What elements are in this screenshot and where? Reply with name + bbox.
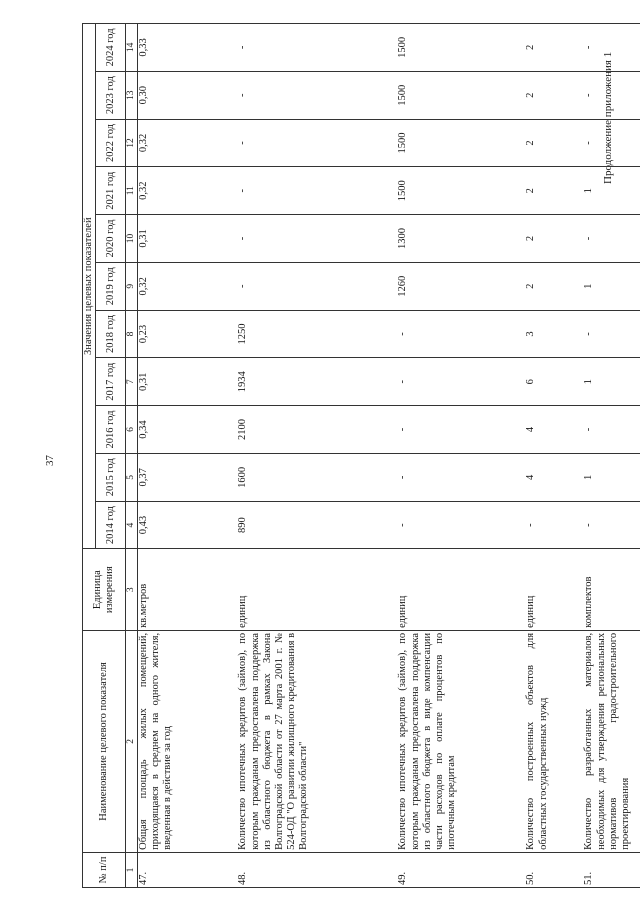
value-cell: 1260: [397, 262, 525, 310]
header-col-number: 5: [126, 453, 138, 501]
value-cell: 1: [583, 262, 640, 310]
header-col-number: 1: [126, 852, 138, 887]
value-cell: 0,32: [137, 167, 237, 215]
header-year: 2023 год: [96, 71, 126, 119]
page-number: 37: [44, 455, 56, 466]
header-year: 2017 год: [96, 358, 126, 406]
value-cell: -: [237, 71, 397, 119]
header-col-number: 4: [126, 501, 138, 549]
value-cell: -: [237, 119, 397, 167]
header-year: 2015 год: [96, 453, 126, 501]
value-cell: -: [583, 215, 640, 263]
header-col-number: 6: [126, 406, 138, 454]
value-cell: 3: [525, 310, 583, 358]
value-cell: -: [397, 453, 525, 501]
header-no: № п/п: [83, 852, 126, 887]
header-col-number: 14: [126, 24, 138, 72]
value-cell: 6: [525, 358, 583, 406]
value-cell: 0,30: [137, 71, 237, 119]
indicator-name: Количество ипотечных кредитов (займов), по которым гражданам предоставлена поддержка из областного бюджета в рамках Закона Волгоградской области от 27 марта 2001 г. № 524-ОД "О развитии жилищного кредитования в Волгоградской области": [237, 630, 397, 852]
value-cell: 1500: [397, 119, 525, 167]
value-cell: 0,33: [137, 24, 237, 72]
value-cell: 2: [525, 119, 583, 167]
header-year: 2020 год: [96, 215, 126, 263]
value-cell: -: [397, 358, 525, 406]
value-cell: 2100: [237, 406, 397, 454]
value-cell: -: [237, 262, 397, 310]
header-year: 2022 год: [96, 119, 126, 167]
value-cell: 890: [237, 501, 397, 549]
row-number: 50.: [525, 852, 583, 887]
value-cell: 2: [525, 262, 583, 310]
value-cell: 0,43: [137, 501, 237, 549]
header-year: 2018 год: [96, 310, 126, 358]
header-col-number: 8: [126, 310, 138, 358]
value-cell: -: [583, 24, 640, 72]
value-cell: -: [237, 167, 397, 215]
value-cell: 0,23: [137, 310, 237, 358]
value-cell: 2: [525, 215, 583, 263]
value-cell: 1500: [397, 71, 525, 119]
row-number: 48.: [237, 852, 397, 887]
indicator-name: Количество построенных объектов для областных государственных нужд: [525, 630, 583, 852]
table-row: [397, 24, 525, 888]
value-cell: -: [583, 501, 640, 549]
value-cell: 4: [525, 406, 583, 454]
header-year: 2016 год: [96, 406, 126, 454]
value-cell: -: [397, 310, 525, 358]
indicators-table: [82, 23, 640, 888]
indicator-name: Количество ипотечных кредитов (займов), по которым гражданам предоставлена поддержка из областного бюджета в виде компенсации части расходов по оплате процентов по ипотечным кредитам: [397, 630, 525, 852]
table-row: [237, 24, 397, 888]
unit-cell: единиц: [397, 549, 525, 630]
header-year: 2014 год: [96, 501, 126, 549]
unit-cell: единиц: [237, 549, 397, 630]
value-cell: 2: [525, 71, 583, 119]
value-cell: 2: [525, 24, 583, 72]
table-row: [137, 24, 237, 888]
value-cell: 2: [525, 167, 583, 215]
value-cell: 1934: [237, 358, 397, 406]
continuation-label: Продолжение приложения 1: [602, 51, 614, 184]
row-number: 49.: [397, 852, 525, 887]
indicator-name: Количество разработанных материалов, необходимых для утверждения региональных нормативов градостроительного проектирования: [583, 630, 640, 852]
header-col-number: 2: [126, 630, 138, 852]
value-cell: -: [237, 24, 397, 72]
unit-cell: единиц: [525, 549, 583, 630]
value-cell: 0,31: [137, 358, 237, 406]
header-col-number: 3: [126, 549, 138, 630]
table-row: [583, 24, 640, 888]
row-number: 47.: [137, 852, 237, 887]
value-cell: 4: [525, 453, 583, 501]
value-cell: -: [583, 310, 640, 358]
row-number: 51.: [583, 852, 640, 887]
value-cell: 1300: [397, 215, 525, 263]
header-col-number: 10: [126, 215, 138, 263]
header-name: Наименование целевого показателя: [83, 630, 126, 852]
value-cell: 0,37: [137, 453, 237, 501]
header-group: Значения целевых показателей: [83, 24, 96, 549]
header-year: 2021 год: [96, 167, 126, 215]
value-cell: 0,31: [137, 215, 237, 263]
unit-cell: кв.метров: [137, 549, 237, 630]
table-body: [137, 24, 640, 888]
value-cell: -: [525, 501, 583, 549]
unit-cell: комплектов: [583, 549, 640, 630]
value-cell: -: [237, 215, 397, 263]
header-unit: Единица измерения: [83, 549, 126, 630]
value-cell: 1250: [237, 310, 397, 358]
header-year: 2019 год: [96, 262, 126, 310]
indicator-name: Общая площадь жилых помещений, приходящаяся в среднем на одного жителя, введенная в действие за год: [137, 630, 237, 852]
value-cell: 0,32: [137, 262, 237, 310]
table-row: [525, 24, 583, 888]
value-cell: -: [583, 119, 640, 167]
value-cell: -: [583, 406, 640, 454]
header-year: 2024 год: [96, 24, 126, 72]
value-cell: -: [583, 71, 640, 119]
header-col-number: 12: [126, 119, 138, 167]
value-cell: 1: [583, 453, 640, 501]
header-col-number: 9: [126, 262, 138, 310]
header-col-number: 11: [126, 167, 138, 215]
value-cell: 1500: [397, 24, 525, 72]
header-col-number: 7: [126, 358, 138, 406]
value-cell: -: [397, 501, 525, 549]
header-col-number: 13: [126, 71, 138, 119]
value-cell: -: [397, 406, 525, 454]
header-col-numbers-row: [126, 24, 138, 888]
value-cell: 0,32: [137, 119, 237, 167]
value-cell: 1600: [237, 453, 397, 501]
value-cell: 0,34: [137, 406, 237, 454]
value-cell: 1: [583, 167, 640, 215]
value-cell: 1500: [397, 167, 525, 215]
value-cell: 1: [583, 358, 640, 406]
